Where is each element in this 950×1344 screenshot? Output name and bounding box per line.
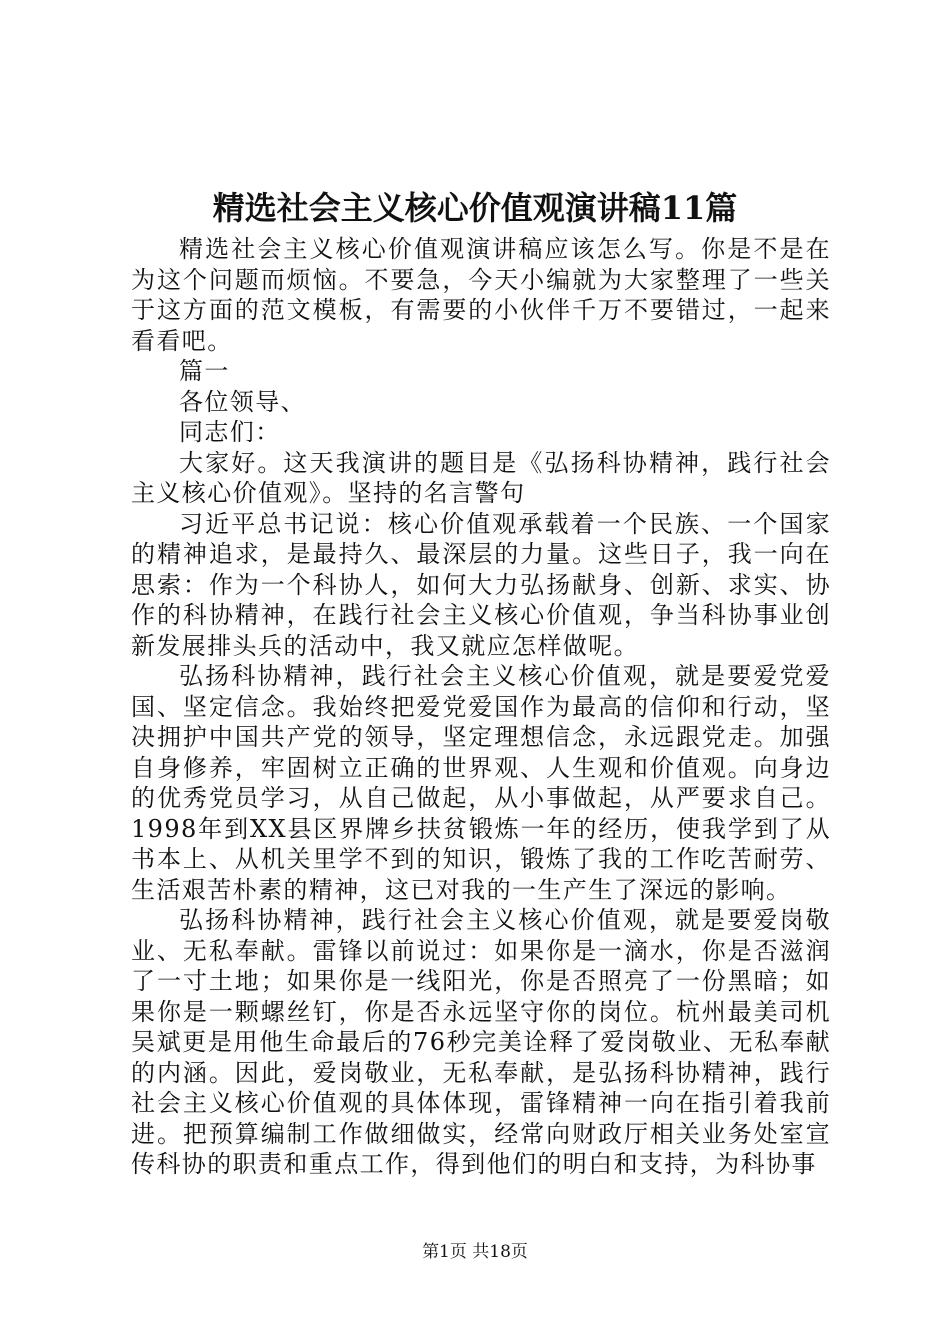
paragraph-intro: 精选社会主义核心价值观演讲稿应该怎么写。你是不是在为这个问题而烦恼。不要急，今天小编就为大家整理了一些关于这方面的范文模板，有需要的小伙伴千万不要错过，一起来看看吧。 [131, 235, 831, 355]
paragraph-body: 弘扬科协精神，践行社会主义核心价值观，就是要爱党爱国、坚定信念。我始终把爱党爱国作为最高的信仰和行动，坚决拥护中国共产党的领导，坚定理想信念，永远跟党走。加强自身修养，牢固树立正确的世界观、人生观和价值观。向身边的优秀党员学习，从自己做起，从小事做起，从严要求自己。1998年到XX县区界牌乡扶贫锻炼一年的经历，使我学到了从书本上、从机关里学不到的知识，锻炼了我的工作吃苦耐劳、生活艰苦朴素的精神，这已对我的一生产生了深远的影响。 [131, 662, 831, 904]
document-title: 精选社会主义核心价值观演讲稿11篇 [212, 189, 738, 227]
document-body [131, 234, 831, 1180]
page-number-footer: 第1页 共18页 [422, 1242, 528, 1262]
paragraph-body: 弘扬科协精神，践行社会主义核心价值观，就是要爱岗敬业、无私奉献。雷锋以前说过：如果你是一滴水，你是否滋润了一寸土地；如果你是一线阳光，你是否照亮了一份黑暗；如果你是一颗螺丝钉，你是否永远坚守你的岗位。杭州最美司机吴斌更是用他生命最后的76秒完美诠释了爱岗敬业、无私奉献的内涵。因此，爱岗敬业，无私奉献，是弘扬科协精神，践行社会主义核心价值观的具体体现，雷锋精神一向在指引着我前进。把预算编制工作做细做实，经常向财政厅相关业务处室宣传科协的职责和重点工作，得到他们的明白和支持，为科协事 [131, 906, 831, 1178]
paragraph-greeting: 大家好。这天我演讲的题目是《弘扬科协精神，践行社会主义核心价值观》。坚持的名言警句 [131, 448, 831, 507]
paragraph-salutation-comrades: 同志们： [179, 418, 281, 446]
paragraph-section-heading: 篇一 [179, 357, 230, 385]
paragraph-body: 习近平总书记说：核心价值观承载着一个民族、一个国家的精神追求，是最持久、最深层的力量。这些日子，我一向在思索：作为一个科协人，如何大力弘扬献身、创新、求实、协作的科协精神，在践行社会主义核心价值观，争当科协事业创新发展排头兵的活动中，我又就应怎样做呢。 [131, 509, 831, 660]
paragraph-salutation-leaders: 各位领导、 [179, 387, 306, 416]
